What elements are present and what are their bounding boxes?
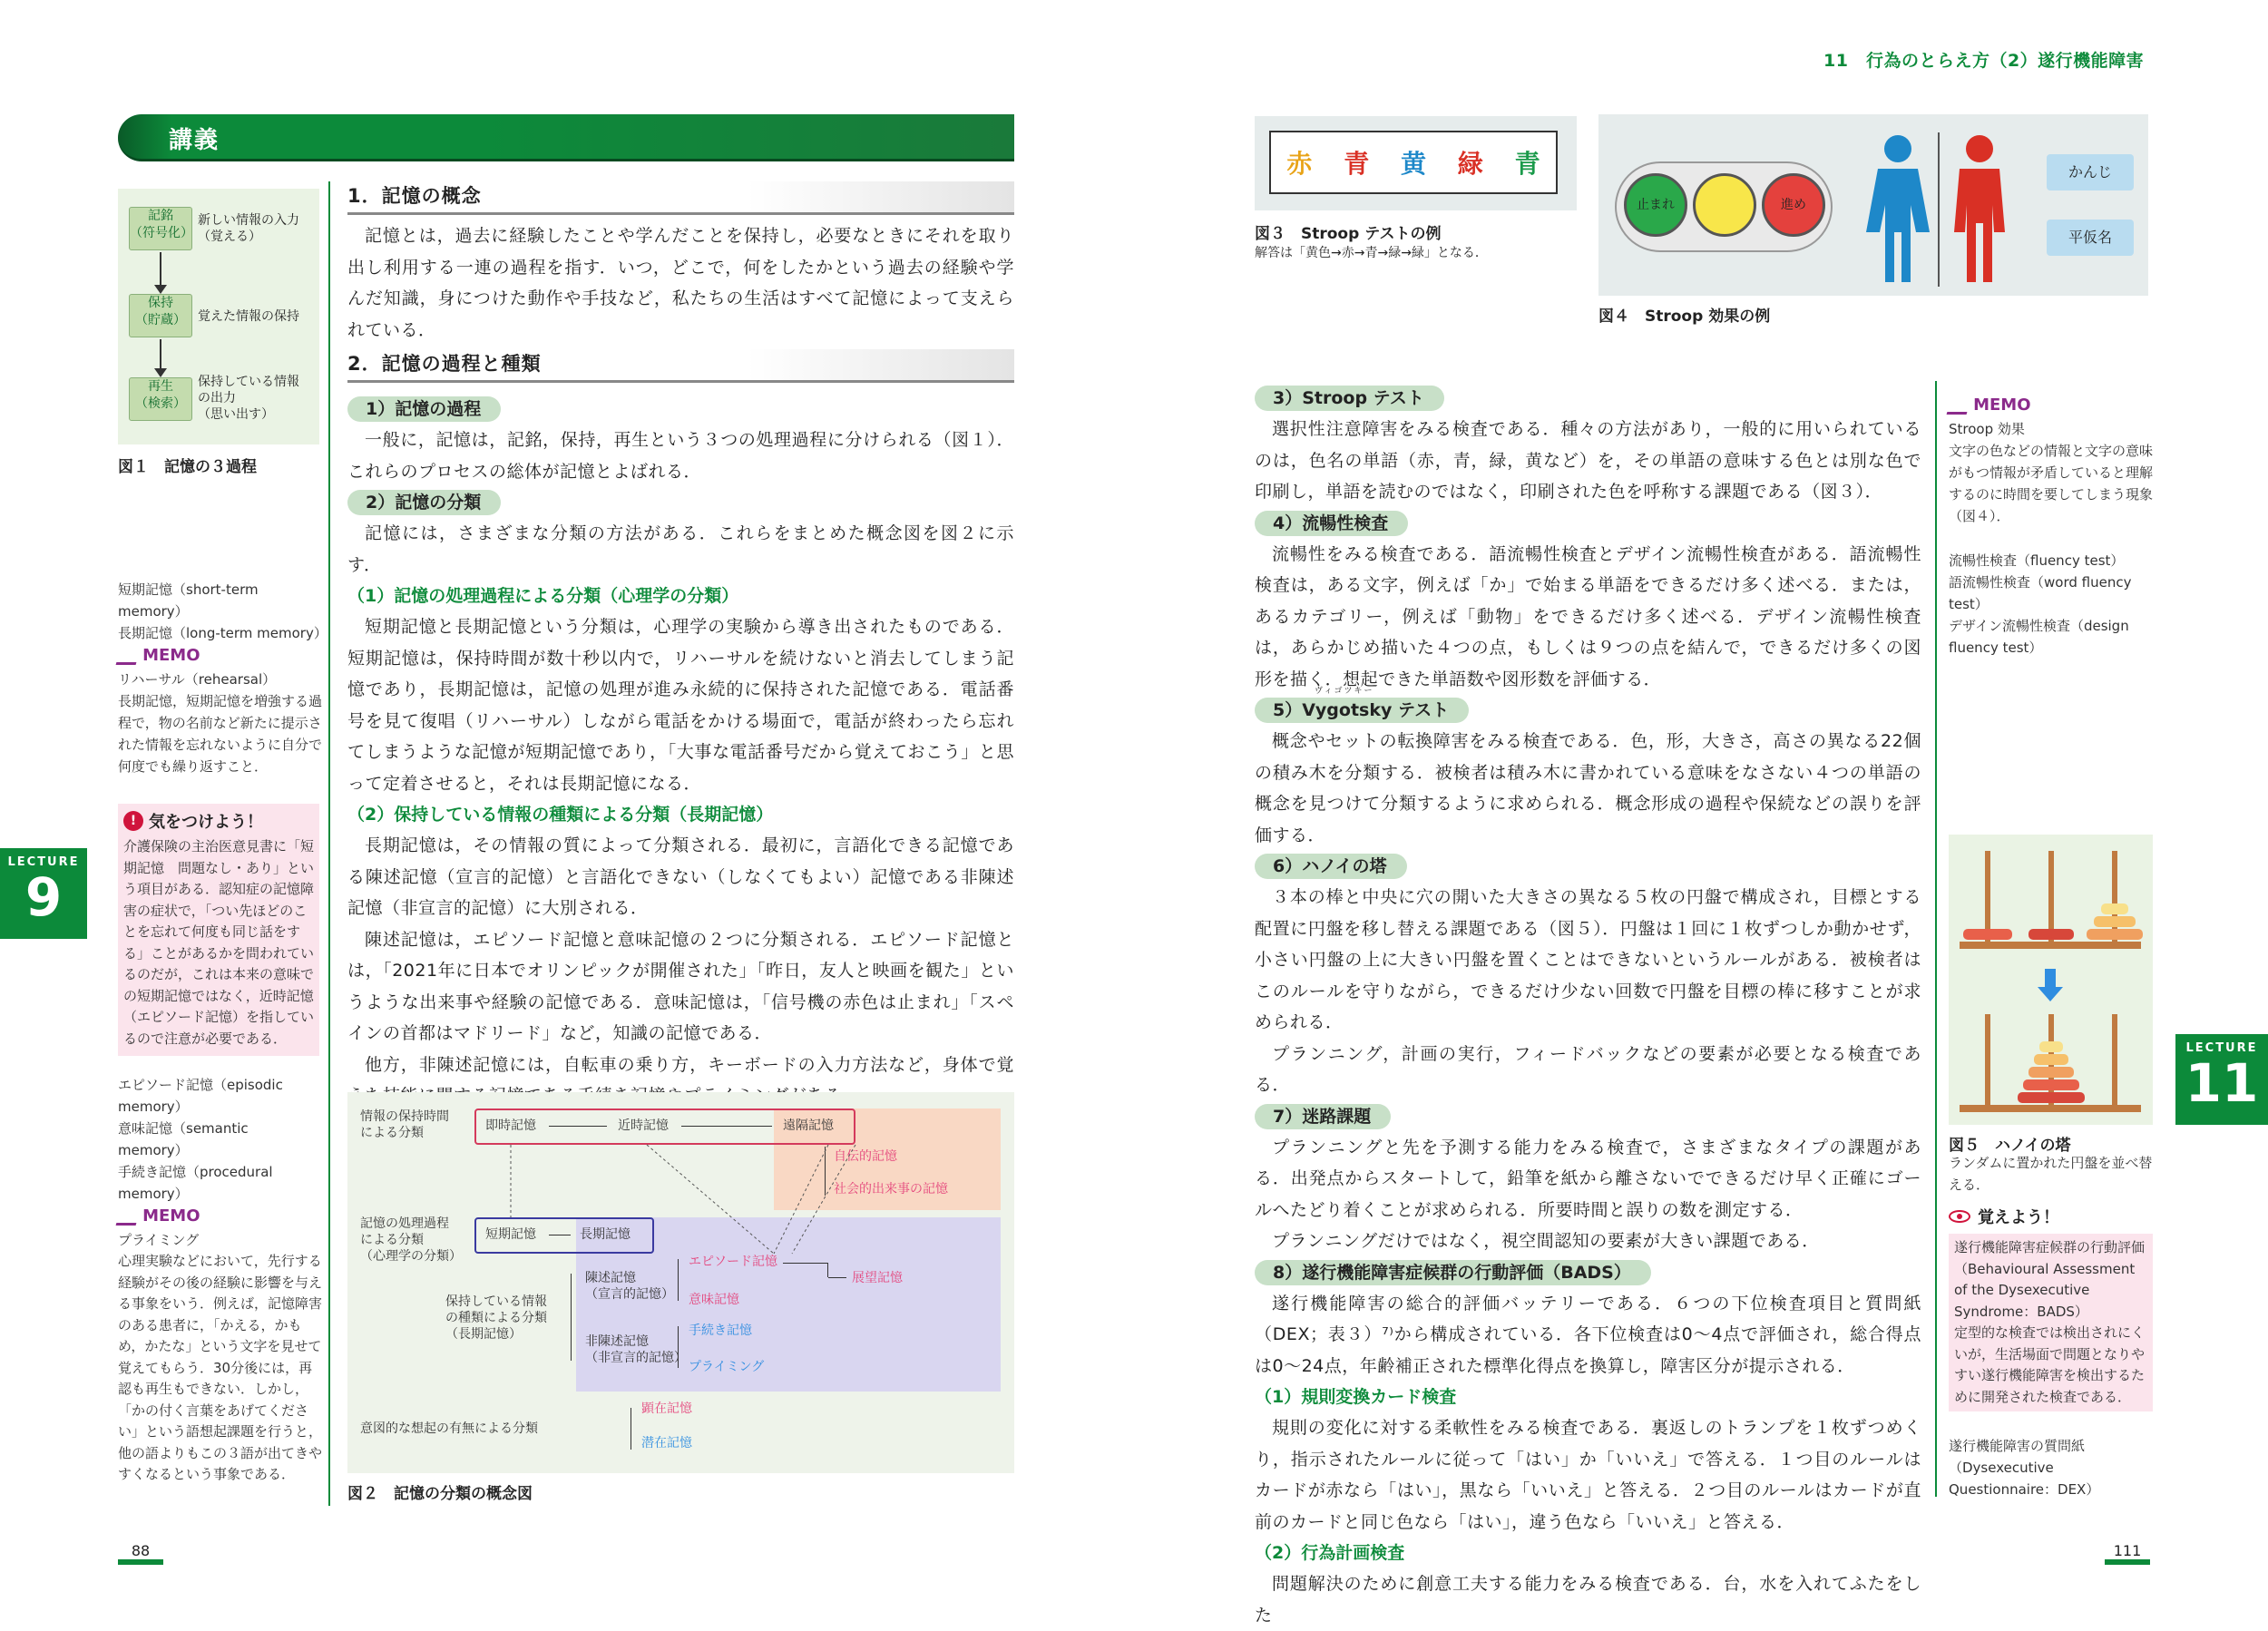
fig2-nondeclarative: 非陳述記憶 （非宣言的記憶） xyxy=(585,1334,687,1365)
fig1-desc-store: 覚えた情報の保持 xyxy=(198,309,299,324)
page-number-right: 111 xyxy=(2105,1542,2150,1565)
fig2-social: 社会的出来事の記憶 xyxy=(834,1182,948,1196)
fig1-desc-encode: 新しい情報の入力 （覚える） xyxy=(198,213,299,244)
fig2-prospective: 展望記憶 xyxy=(852,1271,903,1285)
pill-memory-process: 1）記憶の過程 xyxy=(347,396,501,422)
pill-hanoi: 6）ハノイの塔 xyxy=(1255,854,1407,879)
para-2: 記憶には，さまざまな分類の方法がある．これらをまとめた概念図を図２に示す． xyxy=(347,523,1014,575)
memo-2 xyxy=(118,1206,322,1486)
caution-box xyxy=(118,804,319,1056)
pill-maze: 7）迷路課題 xyxy=(1255,1104,1391,1129)
hanoi-diagram xyxy=(1949,835,2153,1125)
subhead-2: （2）保持している情報の種類による分類（長期記憶） xyxy=(347,805,774,825)
fig1-box-store: 保持 （貯蔵） xyxy=(129,294,192,337)
fig3-note: 解答は「黄色→赤→青→緑→緑」となる． xyxy=(1255,246,1488,260)
fig1-caption: 図１ 記憶の３過程 xyxy=(118,458,257,476)
stroop-word-5: 青 xyxy=(1514,149,1540,179)
fig2-row1-label: 情報の保持時間 による分類 xyxy=(360,1109,449,1140)
pill-memory-classification: 2）記憶の分類 xyxy=(347,490,501,515)
lecture-tab-11[interactable]: LECTURE 11 xyxy=(2175,1034,2268,1125)
section-2-title: 2．記憶の過程と種類 xyxy=(347,349,1014,383)
para-bads: 遂行機能障害の総合的評価バッテリーである．６つの下位検査項目と質問紙（DEX；表３）⁷⁾から構成されている．各下位検査は0〜4点で評価され，総合得点は0〜24点，年齢補正された標準化得点を換算し，障害区分が提示される． xyxy=(1255,1293,1921,1376)
fig2-priming: プライミング xyxy=(689,1360,765,1374)
fig1-box-encode: 記銘 （符号化） xyxy=(129,207,192,250)
hiragana-label-box: 平仮名 xyxy=(2047,220,2134,256)
stroop-word-1: 赤 xyxy=(1286,149,1313,179)
figure-2 xyxy=(347,1092,1014,1473)
fig2-long: 長期記憶 xyxy=(580,1227,631,1242)
remember-box xyxy=(1949,1205,2153,1411)
running-header: 11 行為のとらえ方（2）遂行機能障害 xyxy=(1823,51,2145,71)
memo-2-head: プライミング xyxy=(118,1232,200,1248)
memo-icon xyxy=(116,1209,141,1226)
para-maze-1: プランニングと先を予測する能力をみる検査で，さまざまなタイプの課題がある．出発点からスタートして，鉛筆を紙から離さないでできるだけ早く正確にゴールへたどり着くことが求められる．所要時間と誤りの数を測定する． xyxy=(1255,1137,1921,1220)
fig2-declarative: 陳述記憶 （宣言的記憶） xyxy=(585,1271,674,1302)
para-vygotsky: 概念やセットの転換障害をみる検査である．色，形，大きさ，高さの異なる22個の積み木を分類する．被検者は積み木に書かれている意味をなさない４つの単語の概念を見つけて分類するように求められる．概念形成の過程や保続などの誤りを評価する． xyxy=(1255,731,1921,845)
subhead-action: （2）行為計画検査 xyxy=(1255,1543,1405,1563)
fig2-recent: 近時記憶 xyxy=(618,1118,669,1133)
side-terms-2: エピソード記憶（episodic memory） 意味記憶（semantic memory） 手続き記憶（procedural memory） xyxy=(118,1077,283,1202)
stroop-words xyxy=(1269,131,1558,194)
caution-icon: ! xyxy=(123,811,143,831)
section-1-title: 1．記憶の概念 xyxy=(347,181,1014,215)
figure-1 xyxy=(118,189,319,444)
remember-body: 遂行機能障害症候群の行動評価（Behavioural Assessment of the Dysexecutive Syndrome：BADS） 定型的な検査では検出されにくいが，生活場面で問題となりやすい遂行機能障害を検出するために開発された検査である． xyxy=(1949,1234,2153,1411)
side-terms-3: 流暢性検査（fluency test） 語流暢性検査（word fluency test） デザイン流暢性検査（design fluency test） xyxy=(1949,552,2132,656)
page-number-left: 88 xyxy=(118,1542,163,1565)
memo-1-body: リハーサル（rehearsal） 長期記憶，短期記憶を増強する過程で，物の名前など新たに提示された情報を忘れないように自分で何度でも繰り返すこと． xyxy=(118,671,323,775)
figure-5 xyxy=(1949,835,2153,1125)
fig2-caption: 図２ 記憶の分類の概念図 xyxy=(347,1485,533,1503)
fig2-semantic: 意味記憶 xyxy=(689,1293,739,1307)
stroop-word-4: 緑 xyxy=(1457,149,1483,179)
figure-3 xyxy=(1255,116,1577,210)
stroop-word-2: 青 xyxy=(1344,149,1370,179)
para-hanoi-1: ３本の棒と中央に穴の開いた大きさの異なる５枚の円盤で構成され，目標とする配置に円盤を移し替える課題である（図５）．円盤は１回に１枚ずつしか動かせず，小さい円盤の上に大きい円盤を置くことはできないというルールがある．被検者はこのルールを守りながら，できるだけ少ない回数で円盤を目標の棒に移すことが求められる． xyxy=(1255,887,1921,1032)
fig2-remote: 遠隔記憶 xyxy=(783,1118,834,1133)
para-1: 一般に，記憶は，記銘，保持，再生という３つの処理過程に分けられる（図１）．これらのプロセスの総体が記憶とよばれる． xyxy=(347,430,1014,482)
fig1-box-retrieve: 再生 （検索） xyxy=(129,377,192,421)
para-fluency: 流暢性をみる検査である．語流暢性検査とデザイン流暢性検査がある．語流暢性検査は，ある文字，例えば「か」で始まる単語をできるだけ多く述べる．または，あるカテゴリー，例えば「動物」をできるだけ多く述べる．デザイン流暢性検査は，あらかじめ描いた４つの点，もしくは９つの点を結んで，できるだけ多くの図形を描く．想起できた単語数や図形数を評価する． xyxy=(1255,543,1921,689)
pill-stroop: 3）Stroop テスト xyxy=(1255,386,1444,411)
banner-title: 講義 xyxy=(169,127,220,154)
memo-2-body: 心理実験などにおいて，先行する経験がその後の経験に影響を与える事象をいう．例えば，記憶障害のある患者に，「かえる，かもめ，かたな」という文字を見せて覚えてもらう．30分後には，再認も再生もできない．しかし，「かの付く言葉をあげてください」という語想起課題を行うと，他の語よりもこの３語が出てきやすくなるという事象である． xyxy=(118,1253,323,1482)
lecture-banner xyxy=(118,114,1014,161)
go-light: 進め xyxy=(1762,173,1825,237)
para-maze-2: プランニングだけではなく，視空間認知の要素が大きい課題である． xyxy=(1272,1231,1820,1251)
memo-1 xyxy=(118,646,322,777)
stroop-word-3: 黄 xyxy=(1400,149,1426,179)
memo-1-title: MEMO xyxy=(142,646,200,665)
memo-3-body: Stroop 効果 文字の色などの情報と文字の意味がもつ情報が矛盾していると理解するのに時間を要してしまう現象（図４）． xyxy=(1949,421,2154,524)
fig2-episodic: エピソード記憶 xyxy=(689,1255,777,1269)
caution-title: 気をつけよう！ xyxy=(149,813,263,832)
memo-2-title: MEMO xyxy=(142,1206,200,1226)
fig3-caption: 図３ Stroop テストの例 xyxy=(1255,225,1442,243)
fig2-explicit: 顕在記憶 xyxy=(641,1401,692,1416)
vygotsky-ruby: ヴィゴツキー xyxy=(1315,687,1374,696)
pill-vygotsky: 5）Vygotsky テスト xyxy=(1255,698,1469,723)
memo-icon xyxy=(116,649,141,665)
memo-3 xyxy=(1949,396,2153,527)
pill-bads: 8）遂行機能障害症候群の行動評価（BADS） xyxy=(1255,1260,1651,1285)
kanji-label-box: かんじ xyxy=(2047,154,2134,190)
pill-fluency: 4）流暢性検査 xyxy=(1255,511,1408,536)
para-3: 短期記憶と長期記憶という分類は，心理学の実験から導き出されたものである．短期記憶は，保持時間が数十秒以内で，リハーサルを続けないと消去してしまう記憶であり，長期記憶は，記憶の処理が進み永続的に保持された記憶である．電話番号を見て復唱（リハーサル）しながら電話をかける場面で，電話が終わったら忘れてしまうような記憶が短期記憶であり，「大事な電話番号だから覚えておこう」と思って定着させると，それは長期記憶になる． xyxy=(347,617,1014,794)
blue-female-icon xyxy=(1862,132,1934,287)
figure-4 xyxy=(1598,114,2148,296)
fig2-immediate: 即時記憶 xyxy=(485,1118,536,1133)
fig2-implicit: 潜在記憶 xyxy=(641,1436,692,1450)
para-5: 陳述記憶は，エピソード記憶と意味記憶の２つに分類される．エピソード記憶とは，「2021年に日本でオリンピックが開催された」「昨日，友人と映画を観た」というような出来事や経験の記憶である．意味記憶は，「信号機の赤色は止まれ」「スペインの首都はマドリード」など，知識の記憶である． xyxy=(347,929,1014,1043)
fig2-row4-label: 意図的な想起の有無による分類 xyxy=(360,1421,538,1436)
fig5-note: ランダムに置かれた円盤を並べ替える． xyxy=(1949,1155,2153,1193)
para-stroop: 選択性注意障害をみる検査である．種々の方法があり，一般的に用いられているのは，色名の単語（赤，青，緑，黄など）を，その単語の意味する色とは別な色で印刷し，単語を読むのではなく，印刷された色を呼称する課題である（図３）． xyxy=(1255,419,1921,502)
fig2-short: 短期記憶 xyxy=(485,1227,536,1242)
fig4-caption: 図４ Stroop 効果の例 xyxy=(1598,308,1771,326)
section-1-body: 記憶とは，過去に経験したことや学んだことを保持し，必要なときにそれを取り出し利用する一連の過程を指す．いつ，どこで，何をしたかという過去の経験や学んだ知識，身につけた動作や手技など，私たちの生活はすべて記憶によって支えられている． xyxy=(347,226,1014,340)
memo-3-title: MEMO xyxy=(1973,396,2031,415)
yellow-light xyxy=(1693,173,1756,237)
remember-title: 覚えよう！ xyxy=(1978,1208,2059,1227)
para-hanoi-2: プランニング，計画の実行，フィードバックなどの要素が必要となる検査である． xyxy=(1255,1043,1921,1095)
side-terms-4: 遂行機能障害の質問紙 （Dysexecutive Questionnaire：DEX） xyxy=(1949,1438,2100,1498)
memo-icon xyxy=(1947,398,1971,415)
side-terms-1: 短期記憶（short-term memory） 長期記憶（long-term memory） xyxy=(118,581,327,641)
red-male-icon xyxy=(1943,132,2016,287)
fig5-caption: 図５ ハノイの塔 xyxy=(1949,1137,2071,1155)
fig2-autobio: 自伝的記憶 xyxy=(834,1149,897,1164)
fig2-row2-label: 記憶の処理過程 による分類 （心理学の分類） xyxy=(360,1216,462,1264)
para-4: 長期記憶は，その情報の質によって分類される．最初に，言語化できる記憶である陳述記憶（宣言的記憶）と言語化できない（しなくてもよい）記憶である非陳述記憶（非宣言的記憶）に大別される． xyxy=(347,835,1014,918)
subhead-1: （1）記憶の処理過程による分類（心理学の分類） xyxy=(347,586,739,606)
para-card: 規則の変化に対する柔軟性をみる検査である．裏返しのトランプを１枚ずつめくり，指示されたルールに従って「はい」か「いいえ」で答える．１つ目のルールはカードが赤なら「はい」，黒なら「いいえ」と答える．２つ目のルールはカードが直前のカードと同じ色なら「はい」，違う色なら「いいえ」と答える． xyxy=(1255,1418,1921,1532)
stop-light: 止まれ xyxy=(1624,173,1687,237)
eye-icon xyxy=(1949,1210,1970,1223)
fig1-desc-retrieve: 保持している情報 の出力 （思い出す） xyxy=(198,375,299,422)
fig2-procedural: 手続き記憶 xyxy=(689,1323,752,1338)
para-action: 問題解決のために創意工夫する能力をみる検査である．台，水を入れてふたをした xyxy=(1255,1574,1921,1626)
lecture-tab-9[interactable]: LECTURE 9 xyxy=(0,848,87,939)
para-6: 他方，非陳述記憶には，自転車の乗り方，キーボードの入力方法など，身体で覚 xyxy=(365,1054,1014,1075)
caution-body: 介護保険の主治医意見書に「短期記憶 問題なし・あり」という項目がある．認知症の記憶障害の症状で，「つい先ほどのことを忘れて何度も同じ話をする」ことがあるかを問われているのだが，これは本来の意味での短期記憶ではなく，近時記憶（エピソード記憶）を指しているので注意が必要である． xyxy=(123,838,315,1047)
fig2-row3-label: 保持している情報 の種類による分類 （長期記憶） xyxy=(445,1294,547,1342)
subhead-card: （1）規則変換カード検査 xyxy=(1255,1387,1457,1407)
